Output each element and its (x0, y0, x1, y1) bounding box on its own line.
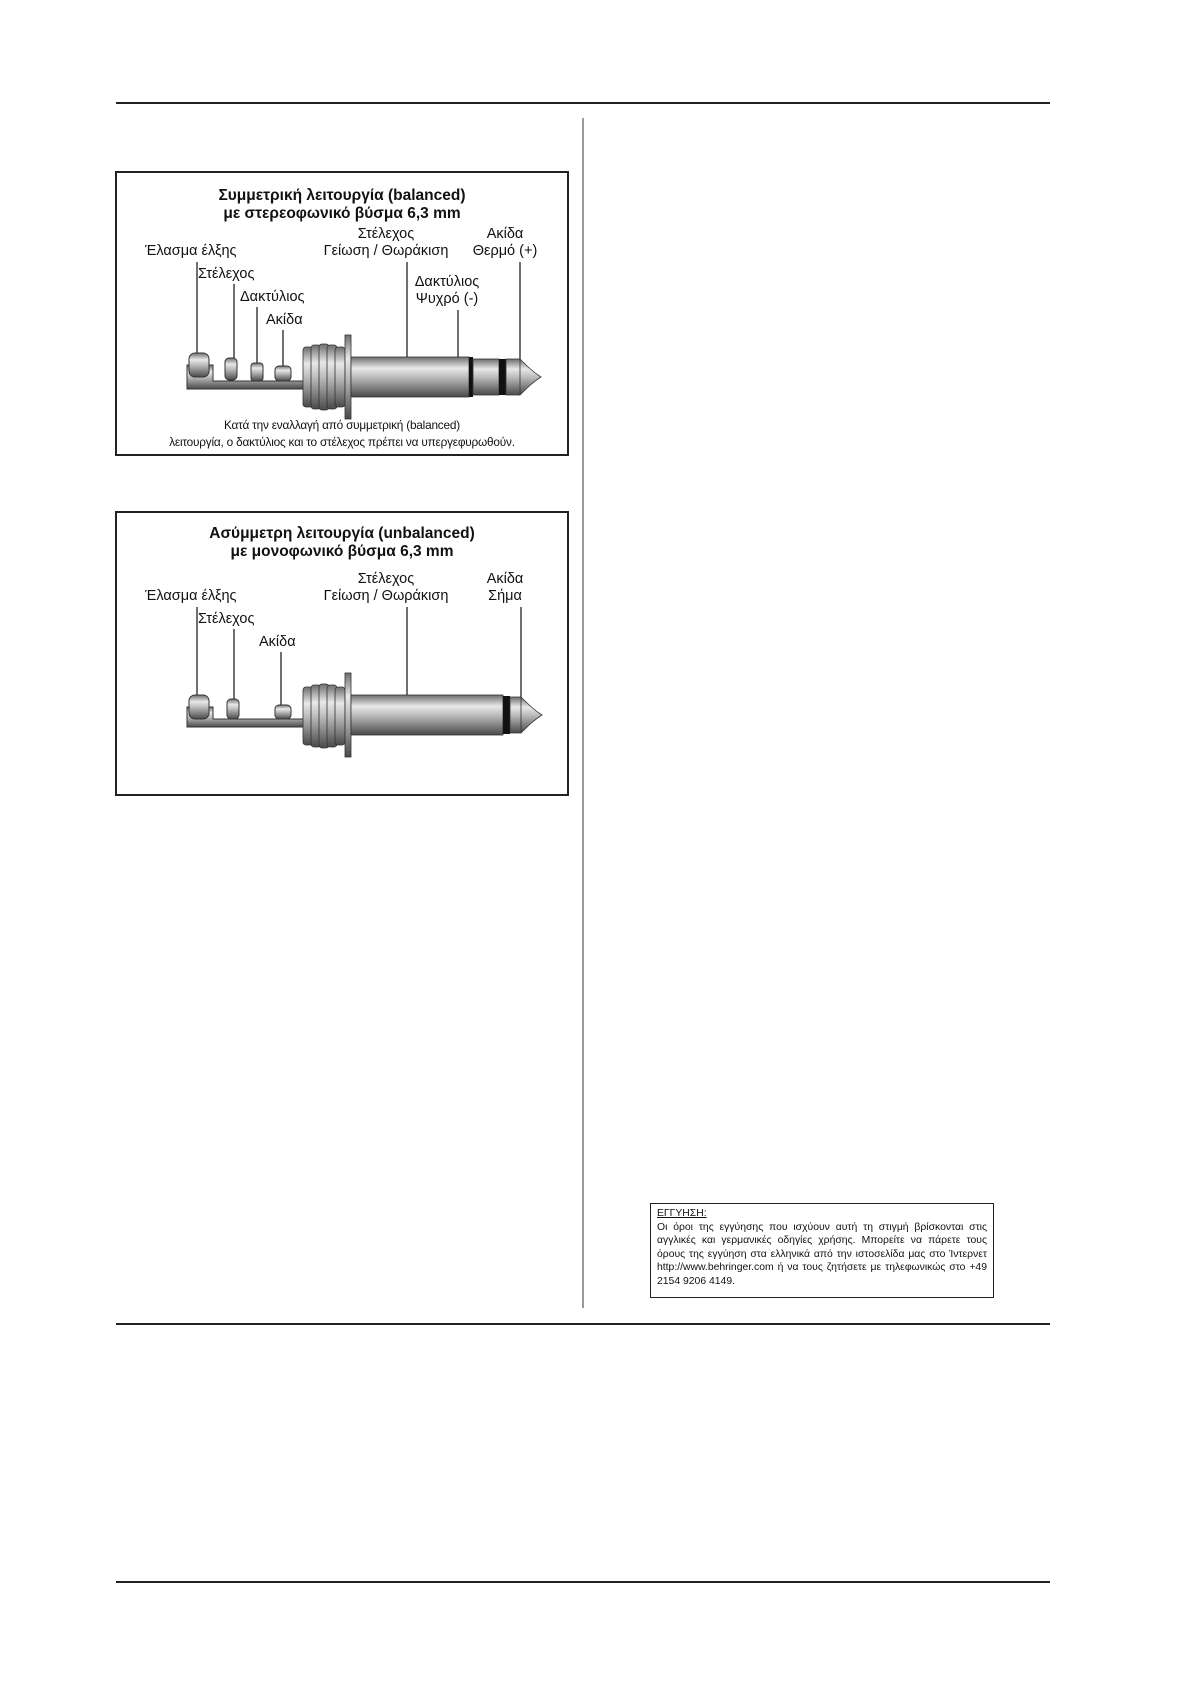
label-ring-top: Δακτύλιος (414, 274, 480, 290)
stereo-plug-illustration (117, 173, 567, 454)
label-sleeve: Στέλεχος (198, 611, 255, 627)
label-tip-top: Ακίδα (486, 226, 524, 242)
label-ring: Δακτύλιος (240, 289, 305, 305)
column-divider (582, 118, 584, 1308)
balanced-note-line1: Κατά την εναλλαγή από συμμετρική (balanced) (224, 418, 460, 432)
label-tip: Ακίδα (266, 312, 303, 328)
balanced-title-line2: με στερεοφωνικό βύσμα 6,3 mm (223, 205, 461, 222)
unbalanced-plug-diagram (115, 511, 569, 796)
unbalanced-title-line2: με μονοφωνικό βύσμα 6,3 mm (230, 543, 454, 560)
label-tip-desc: Θερμό (+) (472, 243, 538, 259)
label-strain-relief: Έλασμα έλξης (145, 243, 237, 259)
label-sleeve-top: Στέλεχος (357, 571, 415, 587)
top-rule (116, 102, 1050, 104)
warranty-body: Οι όροι της εγγύησης που ισχύουν αυτή τη στιγμή βρίσκονται στις αγγλικές και γερμανικές οδηγίες χρήσης. Μπορείτε να πάρετε τους όρους της εγγύηση στα ελληνικά από την ιστοσελίδα μας στο Ίντερνετ http://www.behringer.com ή να τους ζητήσετε με τηλεφωνικώς στο +49 2154 9206 4149. (657, 1221, 987, 1287)
label-tip-desc: Σήμα (488, 588, 522, 604)
balanced-note-line2: λειτουργία, ο δακτύλιος και το στέλεχος πρέπει να υπεργεφυρωθούν. (169, 435, 515, 449)
warranty-notice-box (650, 1203, 994, 1298)
label-sleeve-desc: Γείωση / Θωράκιση (323, 588, 449, 604)
label-sleeve: Στέλεχος (198, 266, 255, 282)
label-strain-relief: Έλασμα έλξης (145, 588, 237, 604)
label-tip-top: Ακίδα (486, 571, 524, 587)
label-ring-desc: Ψυχρό (-) (415, 291, 479, 307)
warranty-title: ΕΓΓΥΗΣΗ: (657, 1208, 707, 1219)
balanced-plug-diagram (115, 171, 569, 456)
middle-rule (116, 1323, 1050, 1325)
bottom-rule (116, 1581, 1050, 1583)
label-sleeve-top: Στέλεχος (357, 226, 415, 242)
label-sleeve-desc: Γείωση / Θωράκιση (323, 243, 449, 259)
label-tip: Ακίδα (259, 634, 296, 650)
unbalanced-title-line1: Ασύμμετρη λειτουργία (unbalanced) (209, 525, 475, 542)
mono-plug-illustration (117, 513, 567, 794)
balanced-title-line1: Συμμετρική λειτουργία (balanced) (218, 187, 466, 204)
